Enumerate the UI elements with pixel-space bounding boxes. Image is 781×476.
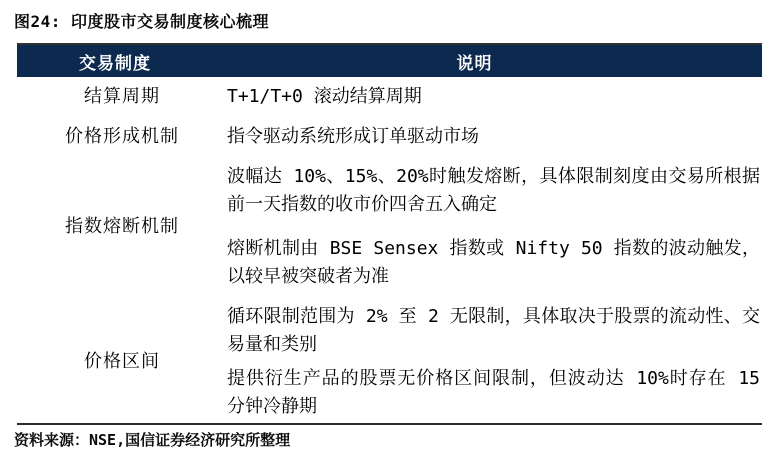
column-header-description: 说明 <box>456 53 493 74</box>
column-header-system: 交易制度 <box>79 53 151 74</box>
table-header-row <box>17 43 762 77</box>
row-content <box>227 123 762 151</box>
table-row-settlement <box>17 77 762 113</box>
figure-title: 图24: 印度股市交易制度核心梳理 <box>14 12 270 31</box>
row-content <box>227 303 762 421</box>
row-content <box>227 163 762 291</box>
table-row-circuit-breaker <box>17 151 762 291</box>
row-label: 指数熔断机制 <box>65 216 179 237</box>
description-text: 循环限制范围为 2% 至 2 无限制，具体取决于股票的流动性、交易量和类别 <box>227 306 760 355</box>
description-text: 熔断机制由 BSE Sensex 指数或 Nifty 50 指数的波动触发，以较早被突破者为准 <box>227 238 760 287</box>
row-label: 价格形成机制 <box>65 126 179 147</box>
row-label: 结算周期 <box>84 86 160 107</box>
description-text: T+1/T+0 滚动结算周期 <box>227 86 422 107</box>
row-content <box>227 83 762 111</box>
description-text: 提供衍生产品的股票无价格区间限制，但波动达 10%时存在 15 分钟冷静期 <box>227 368 760 417</box>
table-body <box>17 77 762 425</box>
description-text: 波幅达 10%、15%、20%时触发熔断，具体限制刻度由交易所根据前一天指数的收市价四舍五入确定 <box>227 166 760 215</box>
table-row-price-formation <box>17 113 762 151</box>
trading-system-table <box>17 43 762 425</box>
row-label: 价格区间 <box>84 351 160 372</box>
description-text: 指令驱动系统形成订单驱动市场 <box>227 126 479 147</box>
table-row-price-band <box>17 291 762 423</box>
source-note: 资料来源：NSE,国信证券经济研究所整理 <box>14 431 291 449</box>
